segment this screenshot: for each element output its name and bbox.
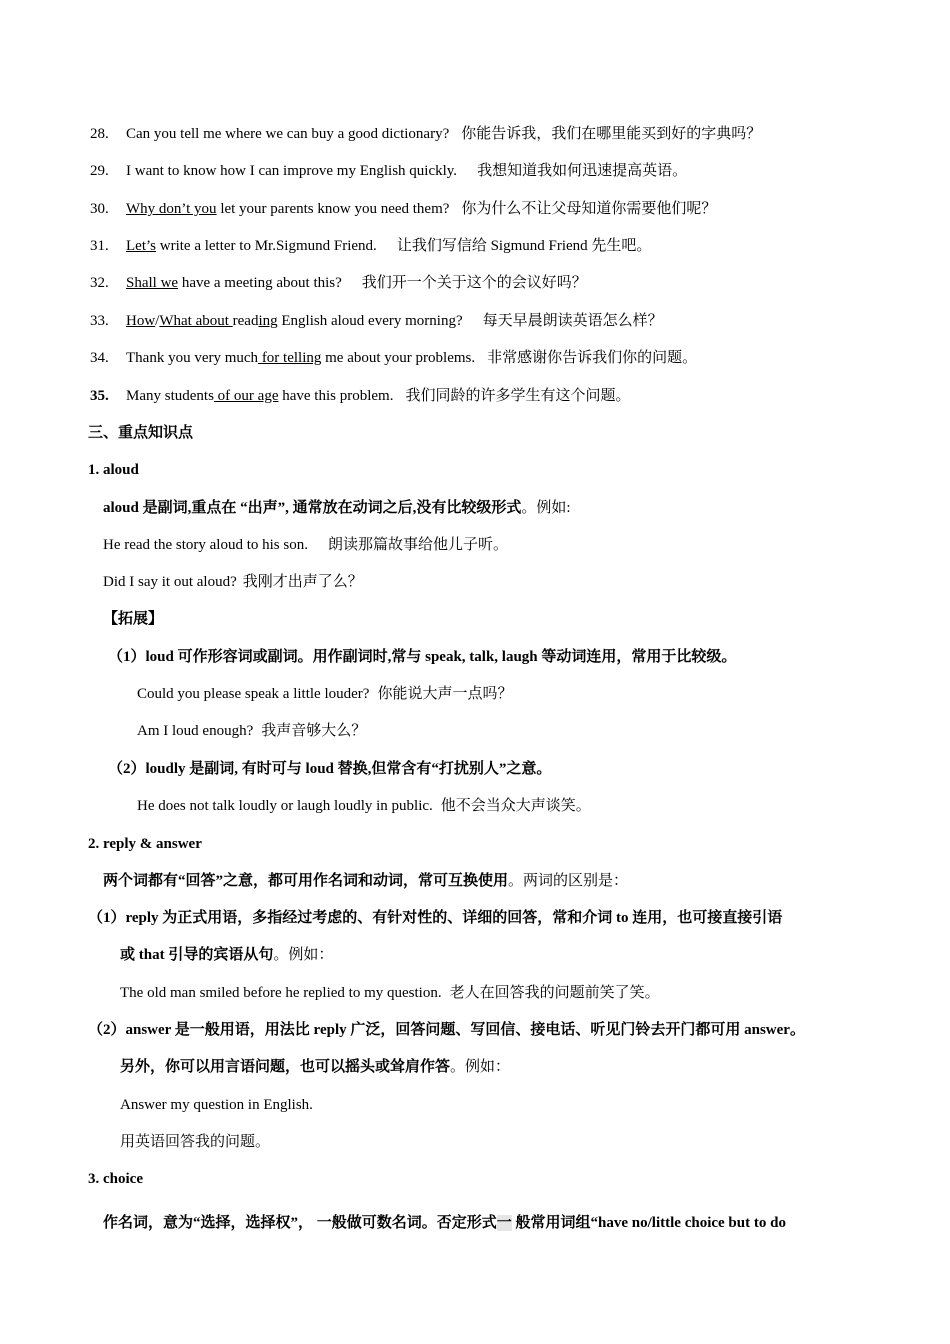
aloud-heading: 1. aloud: [88, 462, 139, 478]
sentence-number: 28.: [90, 126, 109, 142]
example-en: He does not talk loudly or laugh loudly in public.: [137, 798, 433, 814]
sentence-en: have a meeting about this?: [178, 275, 342, 291]
example-zh: 他不会当众大声谈笑。: [440, 798, 591, 814]
reply-point-2-tail: 。例如：: [450, 1059, 511, 1075]
reply-point-2-example-en: Answer my question in English.: [120, 1097, 313, 1113]
sentence-en: English aloud every morning?: [277, 313, 463, 329]
sentence-en: I want to know how I can improve my English quickly.: [126, 163, 458, 179]
sentence-zh: 非常感谢你告诉我们你的问题。: [487, 350, 698, 366]
reply-point-2-bold: 另外，你可以用言语问题，也可以摇头或耸肩作答: [120, 1059, 451, 1075]
example-en: Could you please speak a little louder?: [137, 686, 370, 702]
sentence-32: [90, 273, 587, 293]
sentence-30: [90, 199, 716, 219]
example-en: Am I loud enough?: [137, 723, 254, 739]
sentence-en-underlined: of our age: [213, 388, 279, 404]
section-title: 三、重点知识点: [88, 425, 194, 441]
aloud-definition-tail: 。例如:: [521, 500, 571, 516]
sentence-31: [90, 236, 651, 256]
aloud-point-1-example-1: [137, 684, 512, 704]
sentence-en: Thank you very much: [126, 350, 259, 366]
sentence-number: 30.: [90, 201, 109, 217]
example-zh: 你能说大声一点吗？: [377, 686, 513, 702]
sentence-number: 34.: [90, 350, 109, 366]
sentence-en: have this problem.: [278, 388, 394, 404]
choice-definition-part-2: 般常用词组“have no/little choice but to do: [511, 1215, 786, 1231]
sentence-35: [90, 386, 630, 406]
sentence-en: let your parents know you need them?: [216, 201, 450, 217]
reply-point-1-tail: 。例如：: [273, 947, 334, 963]
example-zh: 我刚才出声了么？: [242, 574, 363, 590]
aloud-definition-bold: aloud 是副词,重点在 “出声”, 通常放在动词之后,没有比较级形式: [103, 500, 522, 516]
reply-point-2-line-1: （2）answer 是一般用语，用法比 reply 广泛，回答问题、写回信、接电话、听见门铃去开门都可用 answer。: [88, 1022, 805, 1038]
sentence-28: [90, 124, 761, 144]
sentence-en-underlined: for telling: [258, 350, 322, 366]
example-zh: 老人在回答我的问题前笑了笑。: [449, 985, 660, 1001]
sentence-zh: 每天早晨朗读英语怎么样？: [482, 313, 663, 329]
example-en: The old man smiled before he replied to my question.: [120, 985, 442, 1001]
sentence-en-underlined: Why don’t you: [126, 201, 217, 217]
sentence-en-underlined: What about: [159, 313, 233, 329]
aloud-definition: [103, 498, 571, 518]
sentence-en: Many students: [126, 388, 214, 404]
choice-definition: [103, 1213, 786, 1233]
aloud-point-1-example-2: [137, 721, 366, 741]
sentence-34: [90, 348, 697, 368]
choice-definition-highlight: 一: [496, 1215, 512, 1231]
reply-point-1-bold: 或 that 引导的宾语从句: [120, 947, 274, 963]
choice-definition-part-1: 作名词，意为“选择，选择权”， 一般做可数名词。否定形式: [103, 1215, 497, 1231]
sentence-en: read: [232, 313, 259, 329]
sentence-number: 33.: [90, 313, 109, 329]
reply-intro-tail: 。两词的区别是：: [508, 873, 629, 889]
reply-heading: 2. reply & answer: [88, 836, 202, 852]
reply-point-2-example-zh: 用英语回答我的问题。: [120, 1134, 271, 1150]
example-zh: 我声音够大么？: [261, 723, 367, 739]
sentence-en: Can you tell me where we can buy a good dictionary?: [126, 126, 450, 142]
reply-point-1-line-1: （1）reply 为正式用语，多指经过考虑的、有针对性的、详细的回答，常和介词 to 连用，也可接直接引语: [88, 910, 783, 926]
sentence-en-underlined: How: [126, 313, 156, 329]
sentence-number: 29.: [90, 163, 109, 179]
sentence-en: write a letter to Mr.Sigmund Friend.: [156, 238, 377, 254]
sentence-zh: 让我们写信给 Sigmund Friend 先生吧。: [396, 238, 652, 254]
reply-point-2-line-2: [120, 1057, 510, 1077]
example-en: He read the story aloud to his son.: [103, 537, 308, 553]
sentence-33: [90, 311, 663, 331]
sentence-zh: 我们开一个关于这个的会议好吗？: [361, 275, 587, 291]
reply-point-1-line-2: [120, 945, 333, 965]
expand-heading: 【拓展】: [103, 611, 164, 627]
reply-intro: [103, 871, 628, 891]
sentence-en-underlined: ing: [258, 313, 278, 329]
sentence-zh: 我想知道我如何迅速提高英语。: [477, 163, 688, 179]
aloud-point-2: （2）loudly 是副词, 有时可与 loud 替换,但常含有“打扰别人”之意。: [108, 761, 552, 777]
sentence-en-underlined: Shall we: [126, 275, 179, 291]
sentence-number: 31.: [90, 238, 109, 254]
sentence-29: [90, 161, 687, 181]
reply-point-1-example: [120, 983, 660, 1003]
reply-intro-bold: 两个词都有“回答”之意，都可用作名词和动词，常可互换使用: [103, 873, 509, 889]
sentence-slash: /: [155, 313, 160, 329]
sentence-en: me about your problems.: [321, 350, 476, 366]
sentence-zh: 我们同龄的许多学生有这个问题。: [405, 388, 631, 404]
aloud-example-1: [103, 535, 508, 555]
sentence-number: 32.: [90, 275, 109, 291]
sentence-zh: 你为什么不让父母知道你需要他们呢？: [461, 201, 717, 217]
aloud-point-2-example: [137, 796, 591, 816]
aloud-point-1: （1）loud 可作形容词或副词。用作副词时,常与 speak, talk, laugh 等动词连用，常用于比较级。: [108, 649, 737, 665]
example-zh: 朗读那篇故事给他儿子听。: [327, 537, 508, 553]
example-en: Did I say it out aloud?: [103, 574, 237, 590]
sentence-en-underlined: Let’s: [126, 238, 156, 254]
sentence-zh: 你能告诉我，我们在哪里能买到好的字典吗？: [461, 126, 762, 142]
sentence-number: 35.: [90, 388, 109, 404]
aloud-example-2: [103, 572, 363, 592]
choice-heading: 3. choice: [88, 1171, 143, 1187]
